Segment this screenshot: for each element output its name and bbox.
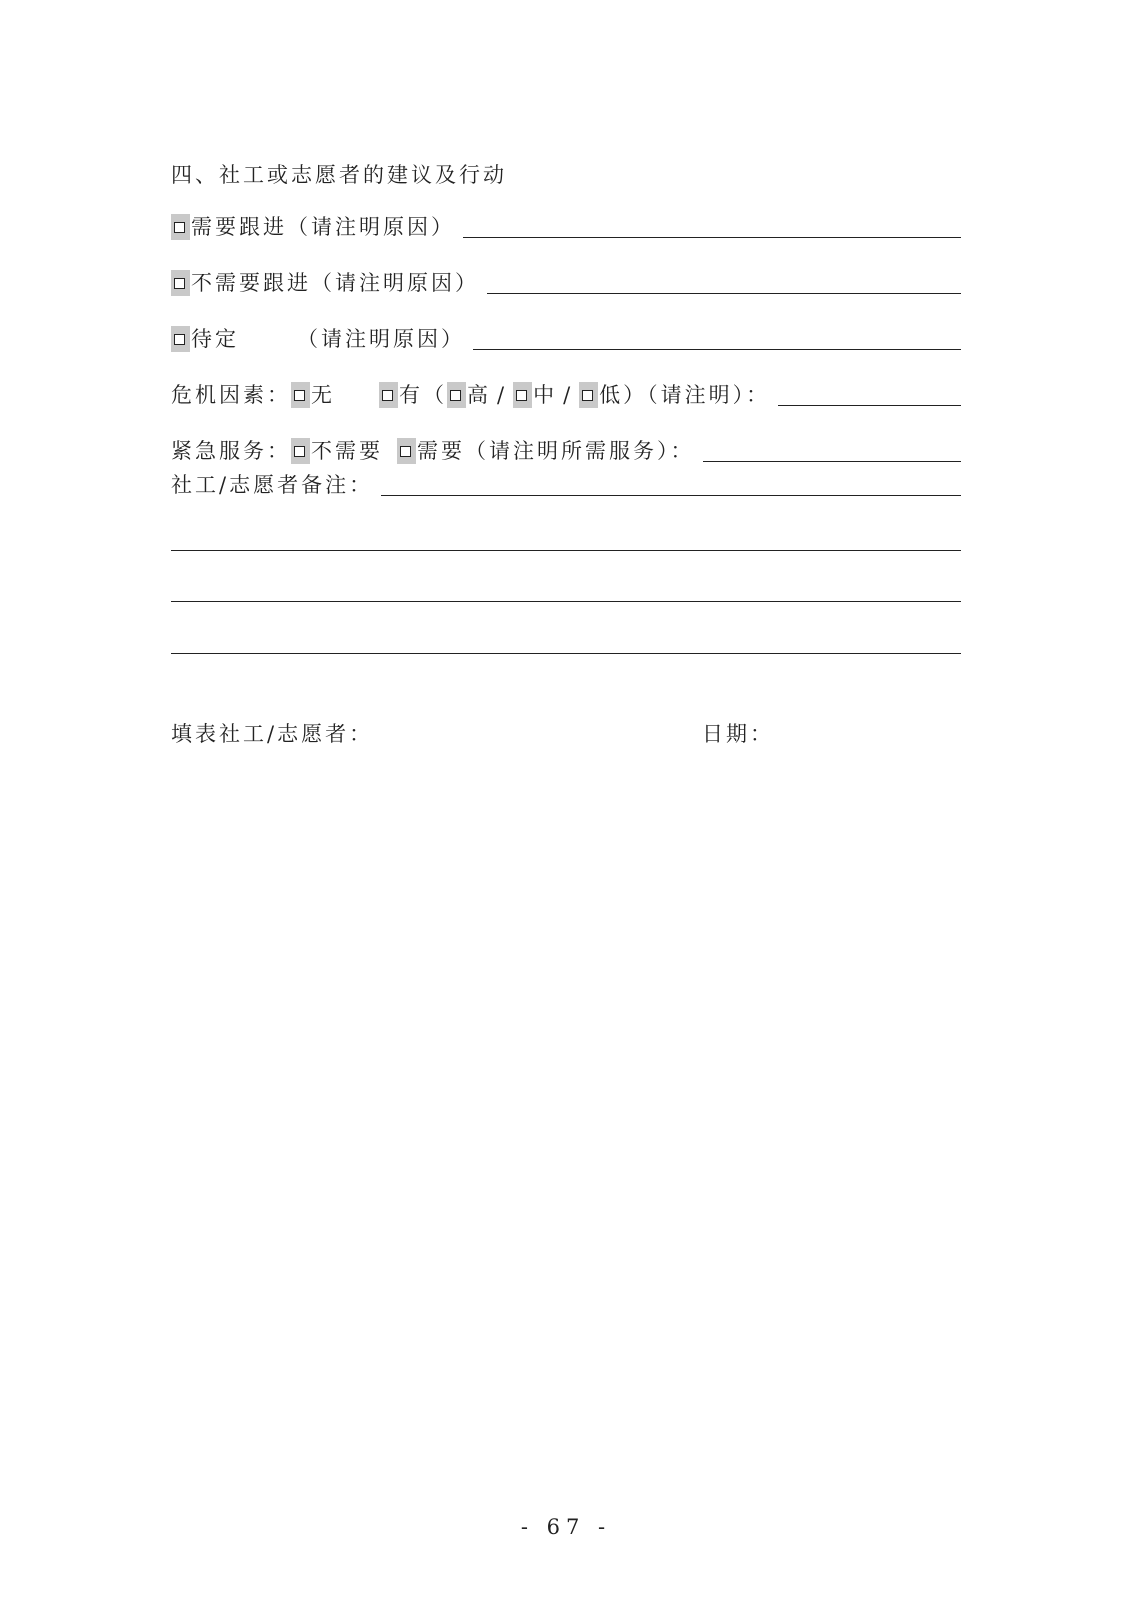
section-heading [171,162,961,188]
checkbox-crisis-high[interactable] [447,382,466,408]
section-title: 四、社工或志愿者的建议及行动 [171,163,507,187]
checkbox-crisis-mid[interactable] [513,382,532,408]
date-label: 日期： [702,722,774,746]
page-number: - 67 - [520,1515,612,1539]
checkbox-pending[interactable] [171,326,190,352]
remarks-line[interactable] [171,653,961,654]
remarks-line[interactable] [171,601,961,602]
filler-signature [171,718,373,748]
crisis-label: 危机因素： [171,383,291,407]
checkbox-emergency-needed[interactable] [397,438,416,464]
option-pending-label: 待定 [191,327,239,351]
option-pending-hint: （请注明原因） [297,327,465,351]
option-no-follow-up-hint: （请注明原因） [311,271,479,295]
remarks-line[interactable] [171,550,961,551]
date-field [702,718,774,748]
checkbox-emergency-not-needed[interactable] [291,438,310,464]
checkbox-no-follow-up[interactable] [171,270,190,296]
pending-reason-field[interactable] [473,349,961,350]
crisis-separator: / [563,383,574,407]
option-follow-up [171,214,961,240]
emergency-service-field[interactable] [703,461,962,462]
option-follow-up-label: 需要跟进 [191,215,287,239]
option-no-follow-up [171,270,961,296]
crisis-separator: / [497,383,508,407]
checkbox-crisis-low[interactable] [579,382,598,408]
crisis-none-label: 无 [311,383,335,407]
filler-label: 填表社工/志愿者： [171,722,374,746]
remarks-label: 社工/志愿者备注： [171,473,374,497]
crisis-detail-field[interactable] [778,405,961,406]
emergency-needed-label: 需要（请注明所需服务）： [417,439,695,463]
crisis-has-label: 有（ [399,383,447,407]
remarks-field[interactable] [381,495,961,496]
emergency-not-needed-label: 不需要 [311,439,383,463]
crisis-mid-label: 中 [533,383,558,407]
no-follow-up-reason-field[interactable] [487,293,961,294]
crisis-factors-row [171,382,961,408]
emergency-service-row [171,438,961,464]
follow-up-reason-field[interactable] [463,237,961,238]
emergency-label: 紧急服务： [171,439,291,463]
checkbox-crisis-has[interactable] [379,382,398,408]
crisis-high-label: 高 [467,383,491,407]
option-pending [171,326,961,352]
crisis-close-label: ）（请注明）： [623,383,771,407]
option-follow-up-hint: （请注明原因） [287,215,455,239]
option-no-follow-up-label: 不需要跟进 [191,271,311,295]
remarks-row [171,472,961,498]
checkbox-follow-up[interactable] [171,214,190,240]
crisis-low-label: 低 [599,383,624,407]
checkbox-crisis-none[interactable] [291,382,310,408]
